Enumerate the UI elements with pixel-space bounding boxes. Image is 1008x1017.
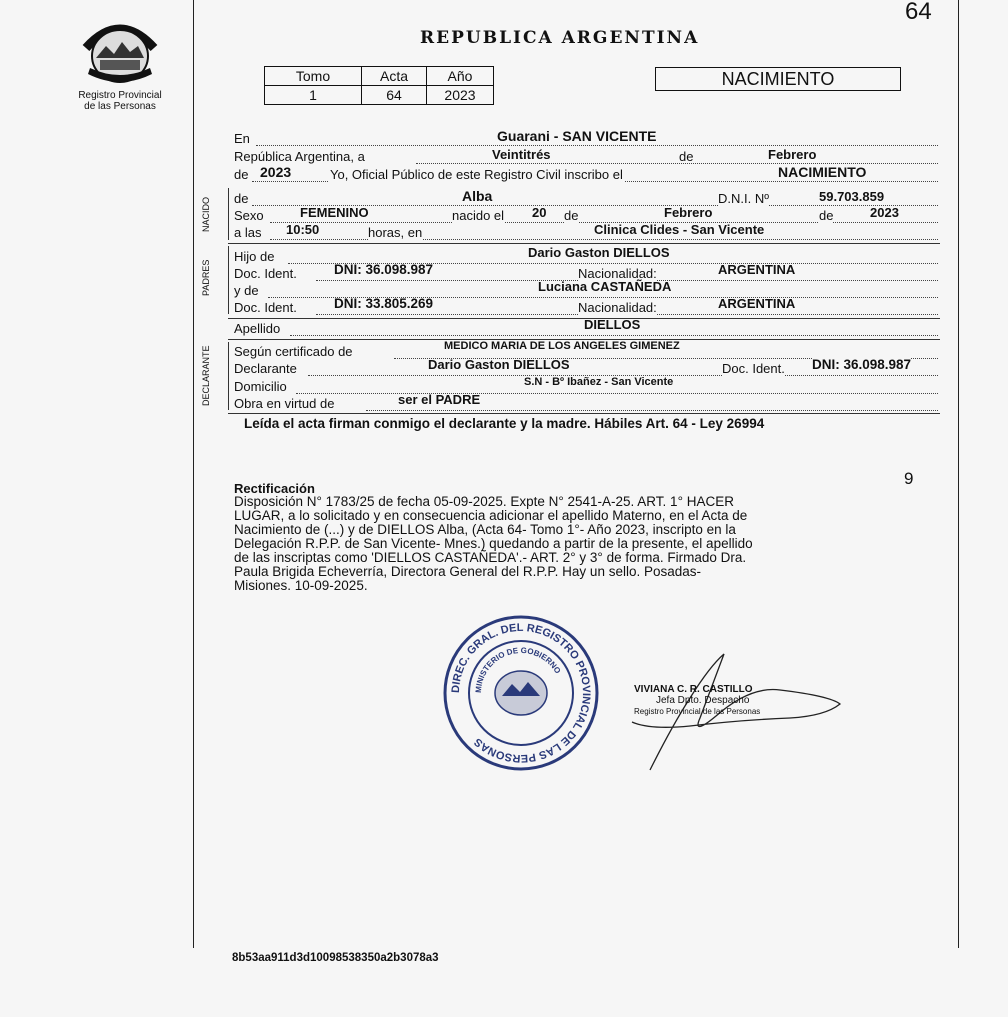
value-mother: Luciana CASTAÑEDA — [538, 279, 672, 294]
right-margin-line — [958, 0, 959, 948]
record-type-badge: NACIMIENTO — [655, 67, 901, 91]
label-republica: República Argentina, a — [234, 149, 365, 164]
rectificacion-heading: Rectificación — [234, 481, 315, 496]
seal-inner-text: MINISTERIO DE GOBIERNO — [473, 645, 563, 694]
value-year: 2023 — [260, 164, 292, 180]
value-place: Guarani - SAN VICENTE — [497, 128, 657, 144]
value-father-doc: DNI: 36.098.987 — [334, 262, 434, 277]
value-declarante-doc: DNI: 36.098.987 — [812, 357, 912, 372]
closing-statement: Leída el acta firman conmigo el declarante y la madre. Hábiles Art. 64 - Ley 26994 — [244, 416, 765, 431]
rectificacion-line: LUGAR, a lo solicitado y en consecuencia adicionar el apellido Materno, en el Acta de — [234, 508, 748, 523]
rectificacion-line: Delegación R.P.P. de San Vicente- Mnes.) quedando a partir de la presente, el apellido — [234, 536, 753, 551]
province-coat-of-arms-icon — [80, 18, 160, 86]
rectificacion-number: 9 — [904, 469, 914, 488]
document-hash: 8b53aa911d3d10098538350a2b3078a3 — [232, 952, 439, 964]
value-obra: ser el PADRE — [398, 392, 481, 407]
label-nacido-section: NACIDO — [201, 196, 211, 232]
label-de-b: de — [819, 208, 834, 223]
record-header-tomo: Tomo — [265, 67, 362, 86]
label-horas: horas, en — [368, 225, 423, 240]
label-officer: Yo, Oficial Público de este Registro Civil inscribo el — [330, 167, 623, 182]
label-domicilio: Domicilio — [234, 379, 287, 394]
official-seal-icon — [440, 612, 602, 774]
rectificacion-line: Misiones. 10-09-2025. — [234, 578, 368, 593]
label-de2: de — [234, 167, 249, 182]
label-doc-ident-2: Doc. Ident. — [234, 300, 297, 315]
rectificacion-line: de las inscriptas como 'DIELLOS CASTAÑEDA'.- ART. 2° y 3° de forma. Firmado Dra. — [234, 550, 747, 565]
label-nacionalidad-2: Nacionalidad: — [578, 300, 657, 315]
padres-bracket — [228, 246, 229, 314]
value-mother-doc: DNI: 33.805.269 — [334, 296, 434, 311]
rectificacion-line: Paula Brigida Echeverría, Directora General del R.P.P. Hay un sello. Posadas- — [234, 564, 701, 579]
value-birth-year: 2023 — [870, 205, 899, 220]
label-y-de: y de — [234, 283, 259, 298]
value-domicilio: S.N - Bº Ibañez - San Vicente — [524, 376, 674, 388]
record-value-ano: 2023 — [427, 86, 494, 105]
value-birth-month: Febrero — [664, 205, 713, 220]
label-nacido-el: nacido el — [452, 208, 505, 223]
label-en: En — [234, 131, 250, 146]
value-time: 10:50 — [286, 222, 320, 237]
logo-caption-line: de las Personas — [84, 101, 156, 112]
label-sexo: Sexo — [234, 208, 264, 223]
left-margin-line — [193, 0, 194, 948]
value-child-name: Alba — [462, 188, 493, 204]
label-doc-ident: Doc. Ident. — [234, 266, 297, 281]
value-declarante: Dario Gaston DIELLOS — [428, 357, 570, 372]
label-padres-section: PADRES — [201, 259, 211, 296]
signer-office: Registro Provincial de las Personas — [634, 707, 761, 716]
value-act-type: NACIMIENTO — [778, 164, 867, 180]
signature-stamp — [634, 684, 760, 717]
label-obra: Obra en virtud de — [234, 396, 335, 411]
label-de-name: de — [234, 191, 249, 206]
label-segun-cert: Según certificado de — [234, 344, 353, 359]
signer-name: VIVIANA C. R. CASTILLO — [634, 684, 753, 695]
signer-role: Jefa Dpto. Despacho — [656, 695, 750, 706]
label-de-a: de — [564, 208, 579, 223]
value-mother-nat: ARGENTINA — [718, 296, 796, 311]
rectificacion-body — [234, 495, 952, 593]
rectificacion-line: Nacimiento de (...) y de DIELLOS Alba, (Acta 64- Tomo 1°- Año 2023, inscripto en la — [234, 522, 736, 537]
value-sexo: FEMENINO — [300, 205, 369, 220]
label-declarante: Declarante — [234, 361, 297, 376]
label-alas: a las — [234, 225, 262, 240]
value-month: Febrero — [768, 147, 817, 162]
nacido-bracket — [228, 188, 229, 240]
value-birth-day: 20 — [532, 205, 547, 220]
label-hijo-de: Hijo de — [234, 249, 275, 264]
label-apellido: Apellido — [234, 321, 281, 336]
label-de: de — [679, 149, 694, 164]
value-apellido: DIELLOS — [584, 317, 641, 332]
declarante-bracket — [228, 342, 229, 410]
label-declarante-section: DECLARANTE — [201, 345, 211, 406]
value-cert: MEDICO MARIA DE LOS ANGELES GIMENEZ — [444, 340, 680, 352]
value-day-words: Veintitrés — [492, 147, 551, 162]
logo-caption — [60, 90, 180, 112]
rectificacion-line: Disposición N° 1783/25 de fecha 05-09-2025. Expte N° 2541-A-25. ART. 1° HACER — [234, 494, 734, 509]
record-table — [264, 66, 494, 105]
logo-caption-line: Registro Provincial — [78, 90, 162, 101]
value-birth-place: Clinica Clides - San Vicente — [594, 222, 765, 237]
value-child-dni: 59.703.859 — [819, 189, 885, 204]
value-father: Dario Gaston DIELLOS — [528, 245, 670, 260]
seal-outer-text: DIREC. GRAL. DEL REGISTRO PROVINCIAL DE LAS PERSONAS — [449, 621, 593, 765]
record-value-acta: 64 — [362, 86, 427, 105]
label-doc-ident-3: Doc. Ident. — [722, 361, 785, 376]
page-number: 64 — [905, 0, 932, 25]
record-value-tomo: 1 — [265, 86, 362, 105]
record-header-acta: Acta — [362, 67, 427, 86]
document-title: REPUBLICA ARGENTINA — [420, 28, 700, 48]
record-header-ano: Año — [427, 67, 494, 86]
label-dni: D.N.I. Nº — [718, 191, 769, 206]
value-father-nat: ARGENTINA — [718, 262, 796, 277]
label-nacionalidad: Nacionalidad: — [578, 266, 657, 281]
